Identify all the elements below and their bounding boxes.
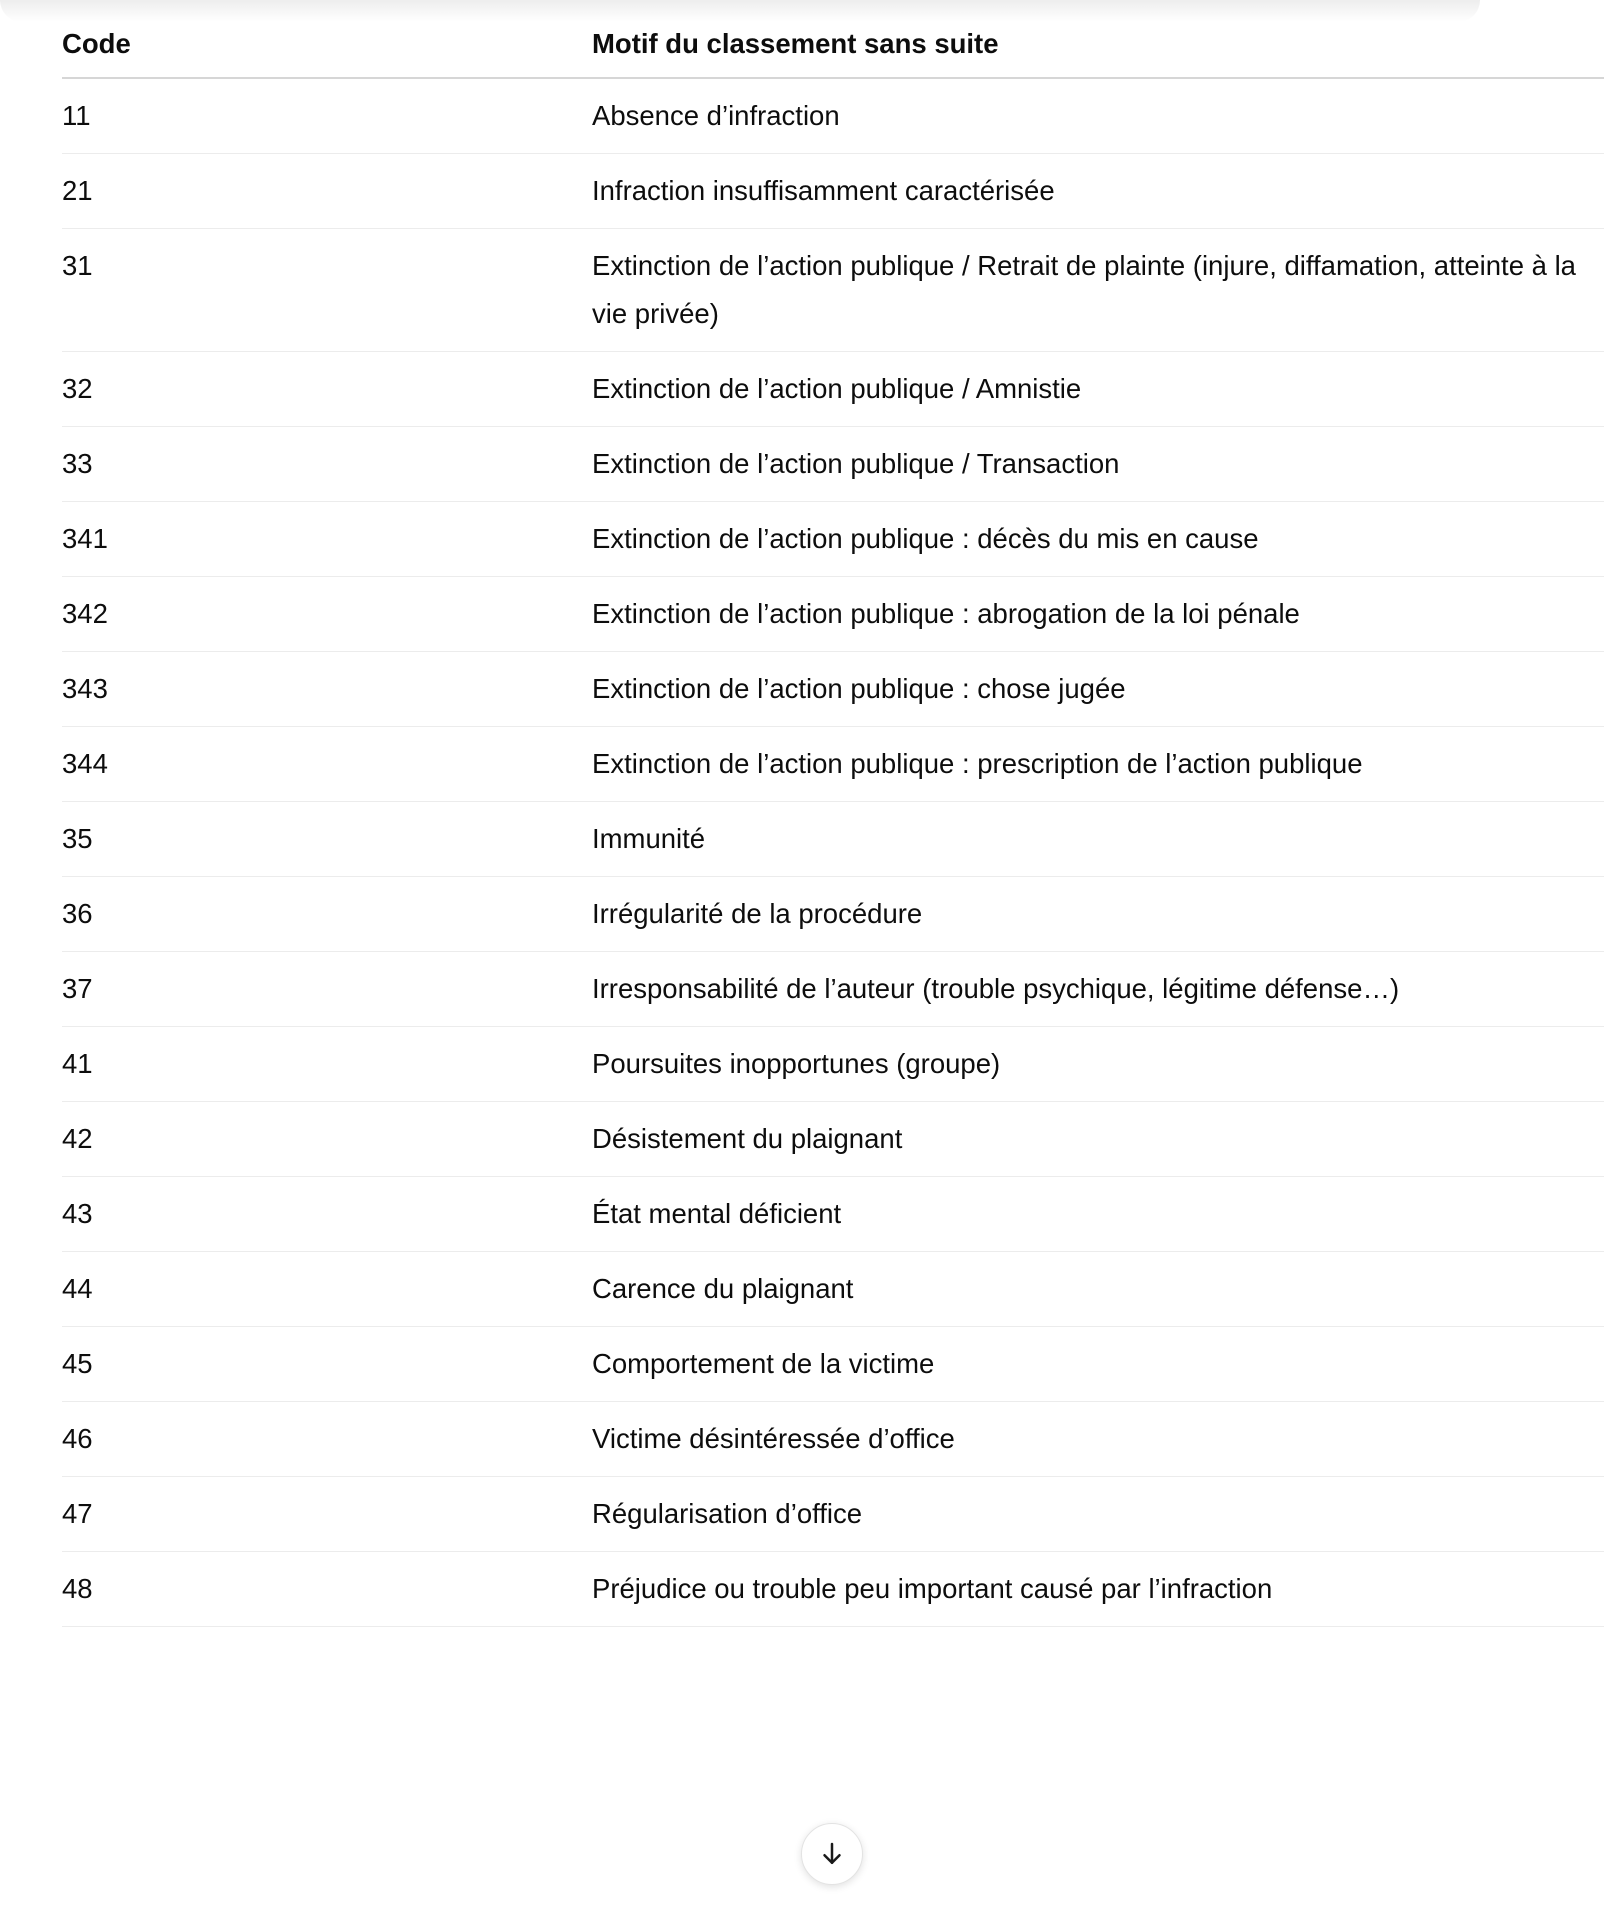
code-cell: 48 xyxy=(62,1552,592,1627)
code-cell: 44 xyxy=(62,1252,592,1327)
table-row xyxy=(62,1552,1604,1627)
table-row xyxy=(62,1327,1604,1402)
motif-cell: Absence d’infraction xyxy=(592,78,1604,154)
motif-cell: Comportement de la victime xyxy=(592,1327,1604,1402)
code-cell: 43 xyxy=(62,1177,592,1252)
scroll-to-bottom-button[interactable] xyxy=(801,1823,863,1885)
code-cell: 31 xyxy=(62,229,592,352)
arrow-down-icon xyxy=(817,1839,847,1869)
table-header-row xyxy=(62,0,1604,78)
code-cell: 33 xyxy=(62,427,592,502)
table-row xyxy=(62,1027,1604,1102)
table-row xyxy=(62,1177,1604,1252)
table-row xyxy=(62,952,1604,1027)
code-cell: 343 xyxy=(62,652,592,727)
code-cell: 37 xyxy=(62,952,592,1027)
motif-cell: Irresponsabilité de l’auteur (trouble psychique, légitime défense…) xyxy=(592,952,1604,1027)
table-row xyxy=(62,802,1604,877)
motif-cell: Carence du plaignant xyxy=(592,1252,1604,1327)
motif-cell: Victime désintéressée d’office xyxy=(592,1402,1604,1477)
table-row xyxy=(62,577,1604,652)
motif-cell: Immunité xyxy=(592,802,1604,877)
code-cell: 42 xyxy=(62,1102,592,1177)
motif-cell: Infraction insuffisamment caractérisée xyxy=(592,154,1604,229)
code-cell: 46 xyxy=(62,1402,592,1477)
table-body xyxy=(62,78,1604,1627)
motif-cell: Extinction de l’action publique : décès du mis en cause xyxy=(592,502,1604,577)
table-row xyxy=(62,427,1604,502)
code-cell: 36 xyxy=(62,877,592,952)
table-row xyxy=(62,877,1604,952)
table-row xyxy=(62,1477,1604,1552)
motif-cell: Extinction de l’action publique / Retrait de plainte (injure, diffamation, atteinte à la vie privée) xyxy=(592,229,1604,352)
motif-cell: État mental déficient xyxy=(592,1177,1604,1252)
motif-cell: Préjudice ou trouble peu important causé par l’infraction xyxy=(592,1552,1604,1627)
table-row xyxy=(62,502,1604,577)
code-cell: 344 xyxy=(62,727,592,802)
code-cell: 35 xyxy=(62,802,592,877)
code-cell: 342 xyxy=(62,577,592,652)
table-row xyxy=(62,1402,1604,1477)
table-row xyxy=(62,78,1604,154)
table-row xyxy=(62,652,1604,727)
code-cell: 11 xyxy=(62,78,592,154)
table-container xyxy=(62,0,1604,1914)
code-cell: 45 xyxy=(62,1327,592,1402)
motif-cell: Extinction de l’action publique : prescription de l’action publique xyxy=(592,727,1604,802)
motif-cell: Désistement du plaignant xyxy=(592,1102,1604,1177)
table-row xyxy=(62,229,1604,352)
header-motif: Motif du classement sans suite xyxy=(592,0,1604,78)
motif-cell: Extinction de l’action publique : abrogation de la loi pénale xyxy=(592,577,1604,652)
code-cell: 32 xyxy=(62,352,592,427)
table-row xyxy=(62,352,1604,427)
motif-cell: Poursuites inopportunes (groupe) xyxy=(592,1027,1604,1102)
code-cell: 41 xyxy=(62,1027,592,1102)
classement-table xyxy=(62,0,1604,1627)
table-row xyxy=(62,727,1604,802)
motif-cell: Extinction de l’action publique / Transaction xyxy=(592,427,1604,502)
motif-cell: Irrégularité de la procédure xyxy=(592,877,1604,952)
table-row xyxy=(62,1252,1604,1327)
motif-cell: Extinction de l’action publique / Amnistie xyxy=(592,352,1604,427)
table-row xyxy=(62,1102,1604,1177)
header-code: Code xyxy=(62,0,592,78)
code-cell: 47 xyxy=(62,1477,592,1552)
motif-cell: Extinction de l’action publique : chose jugée xyxy=(592,652,1604,727)
code-cell: 21 xyxy=(62,154,592,229)
table-row xyxy=(62,154,1604,229)
motif-cell: Régularisation d’office xyxy=(592,1477,1604,1552)
code-cell: 341 xyxy=(62,502,592,577)
